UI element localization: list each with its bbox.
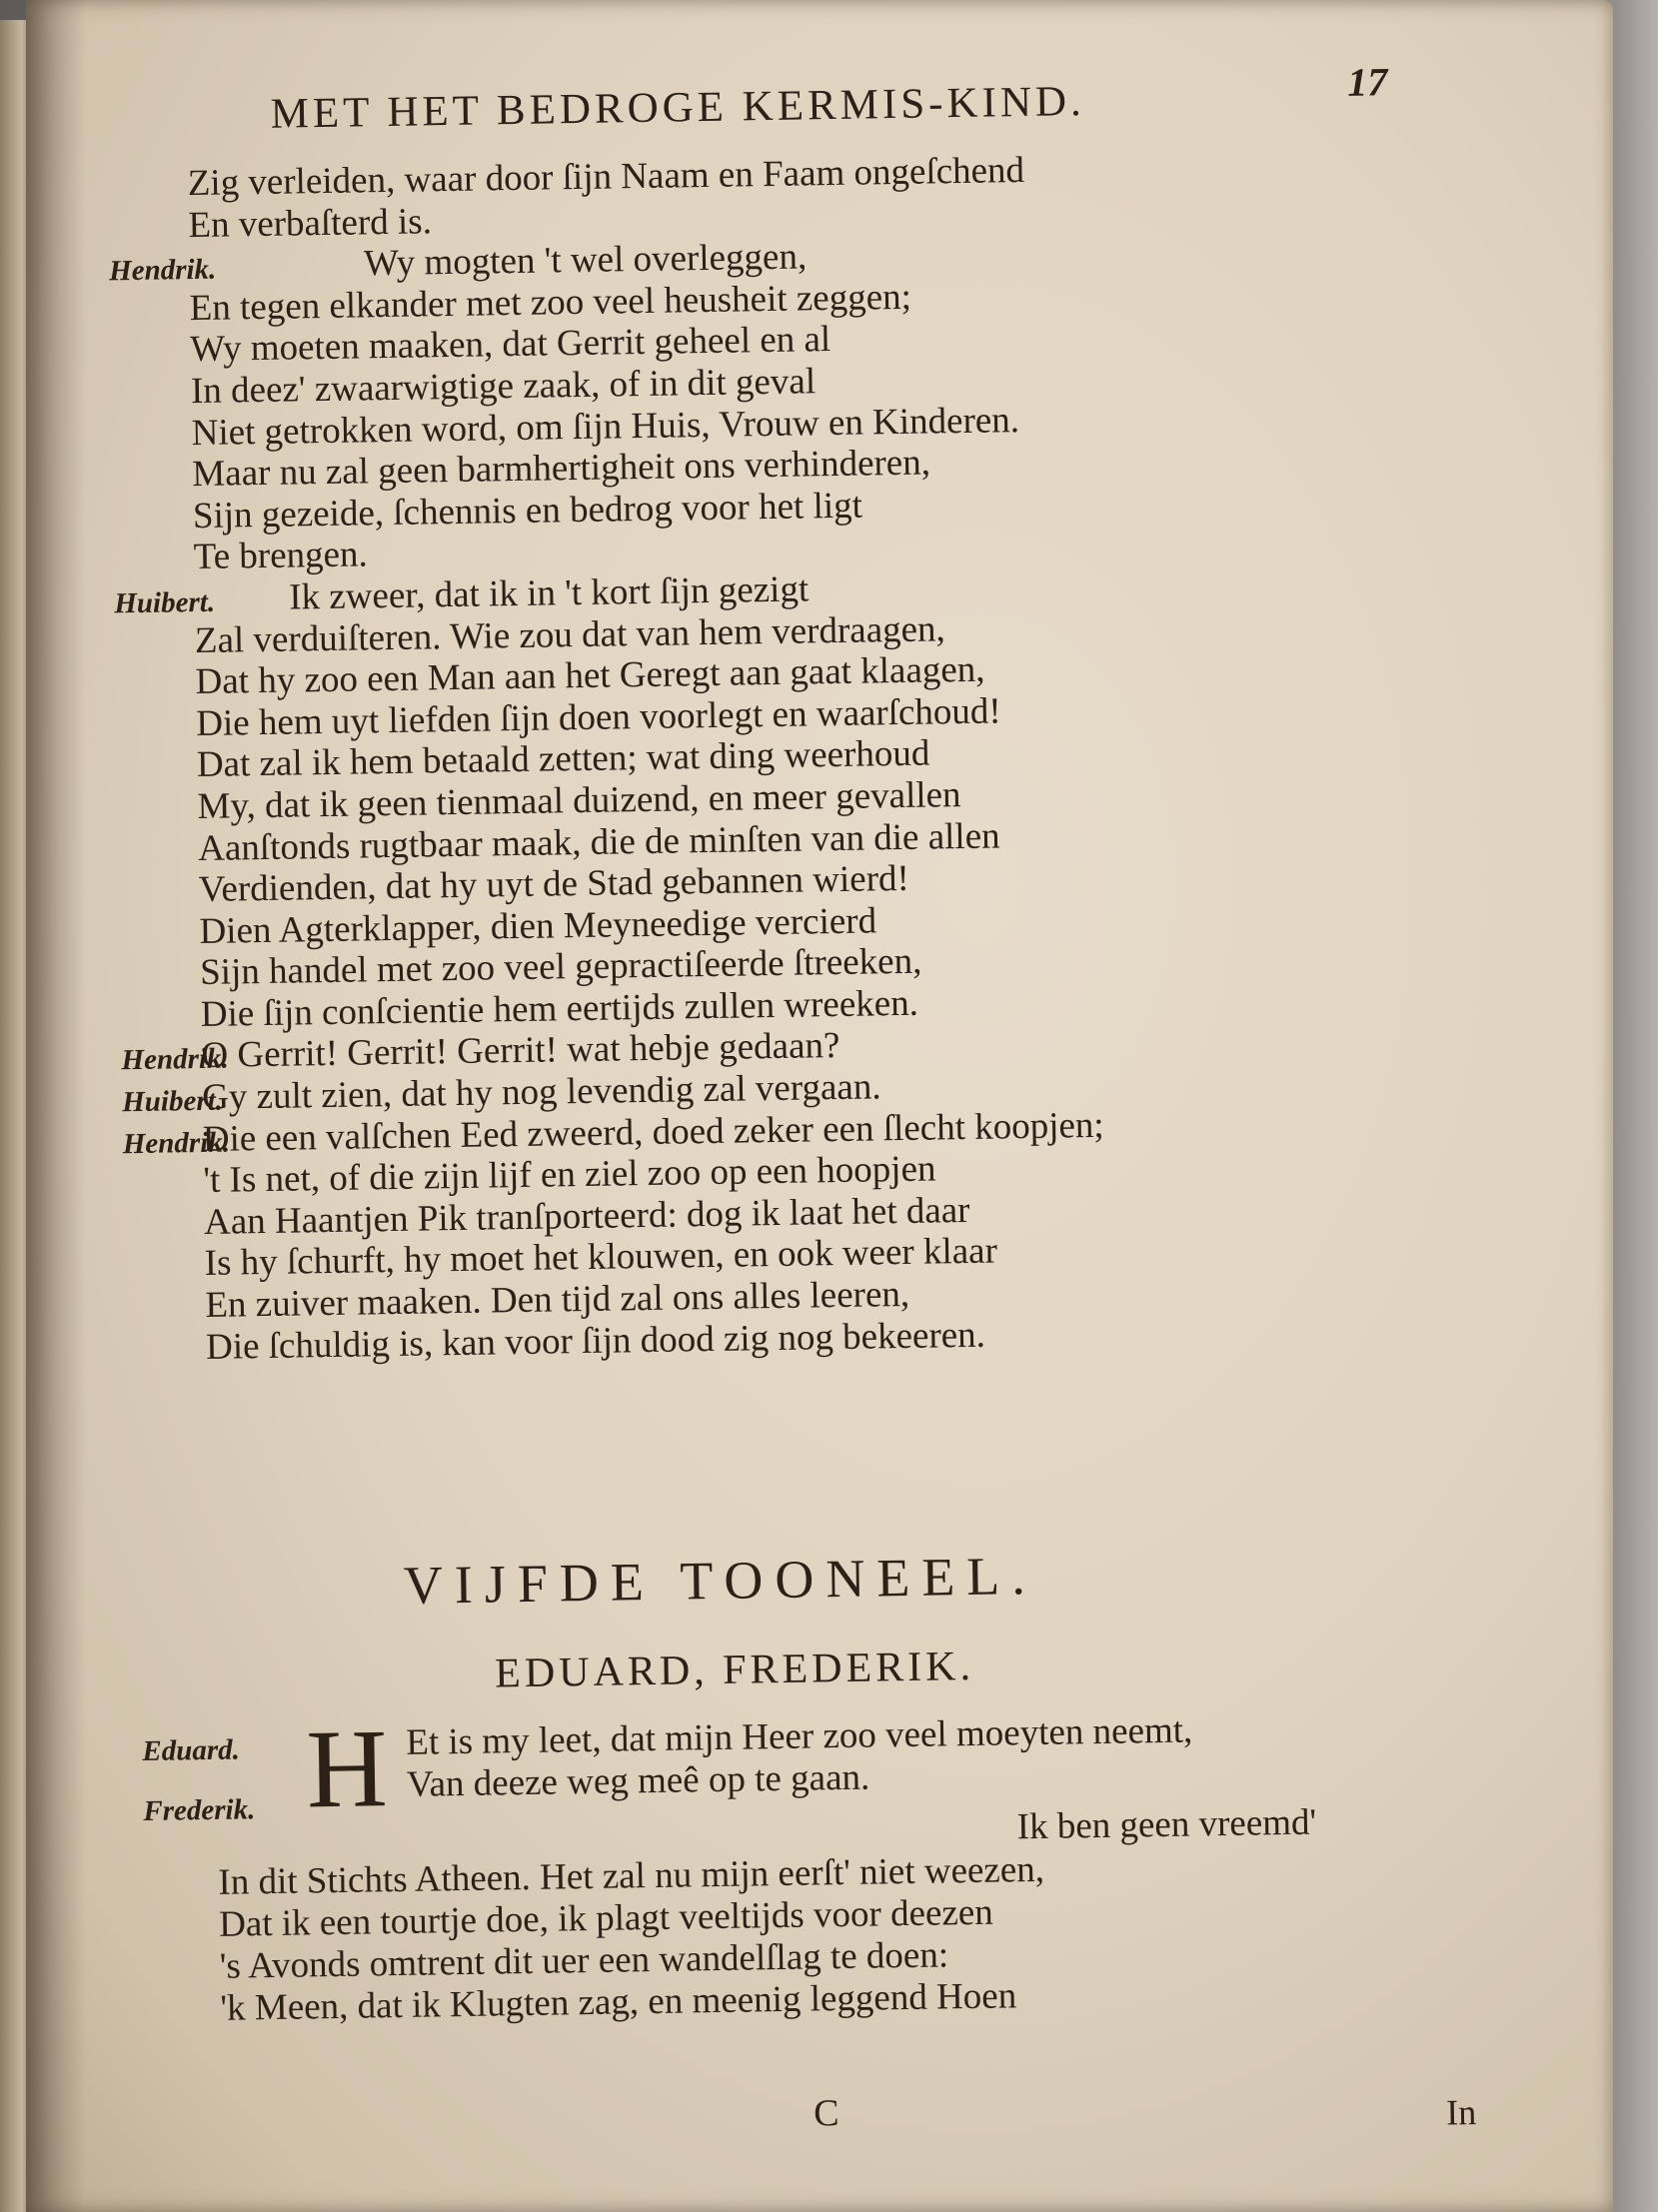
verse-text: Sijn gezeide, ſchennis en bedrog voor het ligt <box>192 485 863 537</box>
verse-text: Van deeze weg meê op te gaan. <box>406 1756 870 1806</box>
speaker-name: Hendrik. <box>108 253 217 288</box>
verse-text: Dat hy zoo een Man aan het Geregt aan gaat klaagen, <box>195 648 985 703</box>
page-number: 17 <box>1346 59 1388 105</box>
verse-text: En verbaſterd is. <box>188 200 433 246</box>
verse-text: Verdienden, dat hy uyt de Stad gebannen wierd! <box>198 857 910 911</box>
verse-text: Et is my leet, dat mijn Heer zoo veel moeyten neemt, <box>405 1709 1193 1763</box>
verse-text: My, dat ik geen tienmaal duizend, en meer gevallen <box>197 773 961 827</box>
verse-text: Dat zal ik hem betaald zetten; wat ding weerhoud <box>196 732 930 786</box>
verse-text: In dit Stichts Atheen. Het zal nu mijn eerſt' niet weezen, <box>218 1848 1045 1903</box>
verse-text: Maar nu zal geen barmhertigheit ons verhinderen, <box>192 442 931 496</box>
verse-text: En zuiver maaken. Den tijd zal ons alles leeren, <box>205 1273 910 1326</box>
verse-text: Te brengen. <box>193 534 369 578</box>
speaker-name: Huibert. <box>114 585 216 620</box>
verse-text: Dien Agterklapper, dien Meyneedige vercierd <box>199 900 877 952</box>
verse-text: Wy moeten maaken, dat Gerrit geheel en al <box>190 319 831 371</box>
verse-text: Die ſchuldig is, kan voor ſijn dood zig nog bekeeren. <box>205 1314 986 1368</box>
drop-cap: H <box>305 1706 389 1832</box>
scene-dialogue-block <box>142 1704 1560 2031</box>
verse-text: In deez' zwaarwigtige zaak, of in dit geval <box>190 361 817 413</box>
catchword: In <box>1445 2092 1477 2133</box>
scene-characters: EDUARD, FREDERIK. <box>494 1643 975 1697</box>
verse-text: Die hem uyt liefden ſijn doen voorlegt en waarſchoud! <box>195 690 1002 744</box>
verse-text: Sijn handel met zoo veel gepractiſeerde ſtreeken, <box>199 940 922 994</box>
verse-text: Aanſtonds rugtbaar maak, die de minſten van die allen <box>197 814 1000 869</box>
verse-text: 'k Meen, dat ik Klugten zag, en meenig leggend Hoen <box>220 1975 1017 2029</box>
verse-text: Zal verduiſteren. Wie zou dat van hem verdraagen, <box>194 607 946 661</box>
running-head: MET HET BEDROGE KERMIS-KIND. <box>270 77 1086 138</box>
verse-text: 't Is net, of die zijn lijf en ziel zoo op een hoopjen <box>203 1148 936 1202</box>
verse-text: Wy mogten 't wel overleggen, <box>363 236 808 285</box>
page-content <box>108 50 1562 2180</box>
verse-text: Is hy ſchurft, hy moet het klouwen, en ook weer klaar <box>204 1230 998 1285</box>
verse-text: Dat ik een tourtje doe, ik plagt veeltijds voor deezen <box>218 1891 994 1945</box>
dialogue-block <box>108 143 1509 1369</box>
verse-text: O Gerrit! Gerrit! Gerrit! wat hebje gedaan? <box>201 1025 840 1077</box>
verse-text: Ik zweer, dat ik in 't kort ſijn gezigt <box>288 568 810 618</box>
verse-text: Die een valſchen Eed zweerd, doed zeker een ſlecht koopjen; <box>202 1104 1104 1160</box>
scene-title: VIJFDE TOONEEL. <box>403 1545 1038 1616</box>
speaker-name: Frederik. <box>143 1793 256 1828</box>
verse-text: Aan Haantjen Pik tranſporteerd: dog ik laat het daar <box>203 1189 970 1243</box>
speaker-name: Eduard. <box>142 1733 241 1768</box>
gutter-shadow <box>26 0 86 2212</box>
verse-text: 's Avonds omtrent dit uer een wandelſlag te doen: <box>219 1934 949 1987</box>
verse-text: Die ſijn conſcientie hem eertijds zullen wreeken. <box>200 982 919 1035</box>
speaker-name: Huibert. <box>121 1084 224 1119</box>
verse-text: Gy zult zien, dat hy nog levendig zal vergaan. <box>201 1066 881 1119</box>
verse-text: Zig verleiden, waar door ſijn Naam en Faam ongeſchend <box>187 149 1025 205</box>
verse-text: Niet getrokken word, om ſijn Huis, Vrouw en Kinderen. <box>191 399 1020 454</box>
signature-mark: C <box>813 2092 839 2135</box>
speaker-name: Hendrik. <box>121 1043 229 1077</box>
speaker-name: Hendrik. <box>122 1126 231 1160</box>
verse-text: Ik ben geen vreemd' <box>1016 1801 1317 1848</box>
verse-text: En tegen elkander met zoo veel heusheit zeggen; <box>189 276 912 329</box>
